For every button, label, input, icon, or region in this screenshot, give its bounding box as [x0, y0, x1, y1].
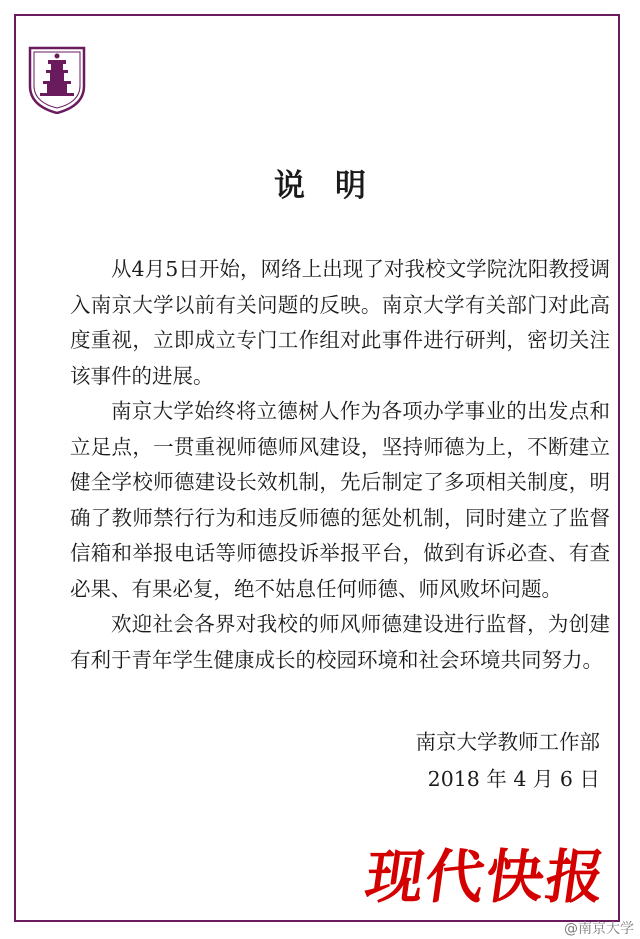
weibo-watermark: @南京大学	[564, 921, 634, 937]
newspaper-stamp-logo: 现代快报	[361, 843, 611, 911]
body-paragraph: 欢迎社会各界对我校的师风师德建设进行监督，为创建有利于青年学生健康成长的校园环境和社会环境共同努力。	[70, 612, 610, 672]
signature-date: 2018 年 4 月 6 日	[427, 767, 600, 791]
document-title: 说明	[274, 168, 396, 204]
body-paragraph: 从4月5日开始，网络上出现了对我校文学院沈阳教授调入南京大学以前有关问题的反映。南京大学有关部门对此高度重视，立即成立专门工作组对此事件进行研判，密切关注该事件的进展。	[70, 257, 610, 388]
nanjing-university-emblem-icon	[28, 46, 86, 114]
signature-organization: 南京大学教师工作部	[415, 730, 600, 754]
document-body	[70, 252, 610, 678]
body-paragraph: 南京大学始终将立德树人作为各项办学事业的出发点和立足点，一贯重视师德师风建设，坚持师德为上，不断建立健全学校师德建设长效机制，先后制定了多项相关制度，明确了教师禁行行为和违反师德的惩处机制，同时建立了监督信箱和举报电话等师德投诉举报平台，做到有诉必查、有查必果、有果必复，绝不姑息任何师德、师风败坏问题。	[70, 399, 610, 601]
